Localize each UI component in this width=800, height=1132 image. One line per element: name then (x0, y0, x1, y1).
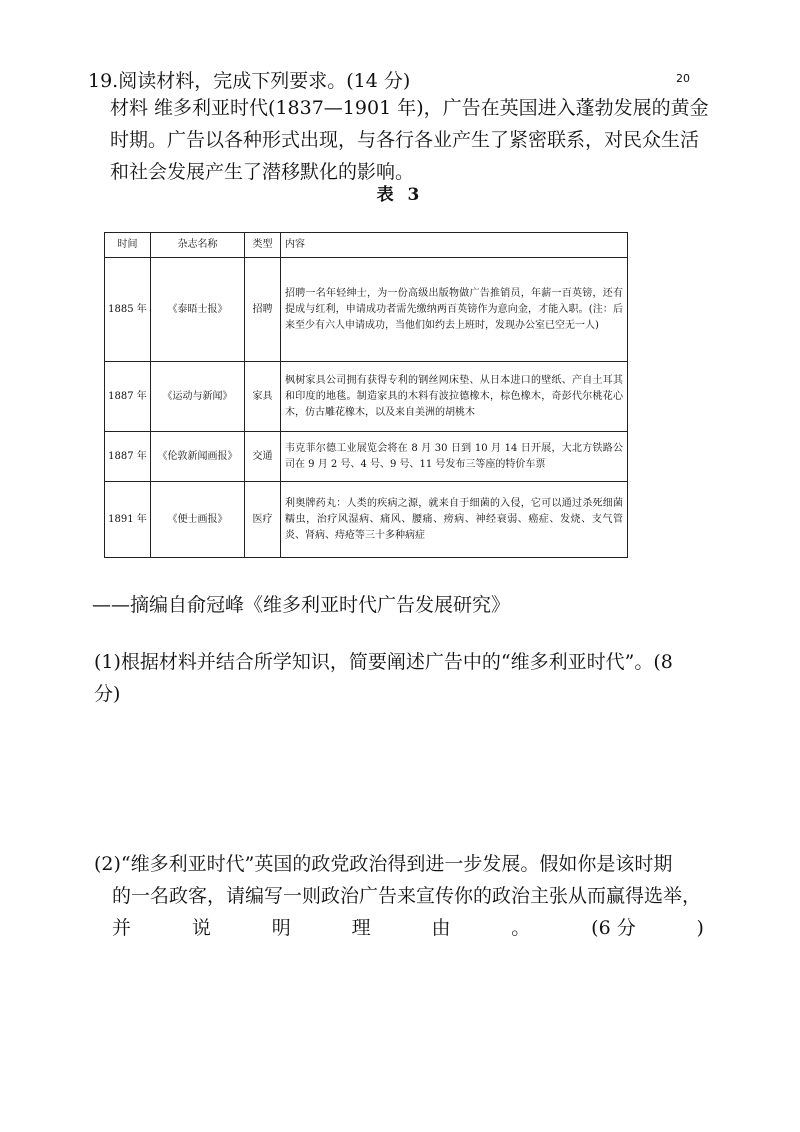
table-row (105, 258, 628, 362)
cell-content: 利奥牌药丸：人类的疾病之源，就来自于细菌的入侵，它可以通过杀死细菌糯虫，治疗风湿病、痛风、腰痛、痨病、神经衰弱、癌症、发烧、支气管炎、肾病、痔疮等三十多种病症 (281, 482, 628, 558)
cell-content: 韦克菲尔德工业展览会将在 8 月 30 日到 10 月 14 日开展，大北方铁路公司在 9 月 2 号、4 号、9 号、11 号发布三等座的特价车票 (281, 432, 628, 482)
source-citation: ——摘编自俞冠峰《维多利亚时代广告发展研究》 (92, 594, 511, 616)
cell-time: 1887 年 (105, 432, 151, 482)
cell-type: 家具 (245, 362, 281, 432)
cell-time: 1891 年 (105, 482, 151, 558)
cell-magazine: 《泰晤士报》 (151, 258, 245, 362)
cell-type: 医疗 (245, 482, 281, 558)
table-caption: 表 3 (376, 185, 424, 205)
cell-magazine: 《便士画报》 (151, 482, 245, 558)
question-header: 19.阅读材料，完成下列要求。(14 分) (88, 70, 411, 92)
sub-question-2-line: (2)“维多利亚时代”英国的政党政治得到进一步发展。假如你是该时期 (94, 853, 673, 875)
header-content: 内容 (281, 233, 628, 258)
word: 。 (511, 917, 531, 939)
table-row (105, 482, 628, 558)
sub-question-2-line: 的一名政客，请编写一则政治广告来宣传你的政治主张从而赢得选举， (112, 885, 702, 907)
table-header-row (105, 233, 628, 258)
table-row (105, 362, 628, 432)
page-number: 20 (676, 72, 690, 85)
cell-magazine: 《伦敦新闻画报》 (151, 432, 245, 482)
header-type: 类型 (245, 233, 281, 258)
cell-time: 1887 年 (105, 362, 151, 432)
cell-magazine: 《运动与新闻》 (151, 362, 245, 432)
word: 理 (351, 917, 371, 939)
word: 明 (271, 917, 291, 939)
advertisement-table (104, 232, 628, 558)
sub-question-1: (1)根据材料并结合所学知识，简要阐述广告中的“维多利亚时代”。(8 分) (94, 651, 673, 705)
header-magazine: 杂志名称 (151, 233, 245, 258)
word: 由 (431, 917, 451, 939)
word: 并 (112, 917, 132, 939)
word: ) (696, 917, 704, 939)
word: 说 (191, 917, 211, 939)
table-row (105, 432, 628, 482)
cell-content: 招聘一名年轻绅士，为一份高级出版物做广告推销员，年薪一百英镑，还有提成与红利，申请成功者需先缴纳两百英镑作为意向金，才能入职。(注：后来至少有六人申请成功，当他们如约去上班时，发现办公室已空无一人) (281, 258, 628, 362)
cell-type: 招聘 (245, 258, 281, 362)
cell-time: 1885 年 (105, 258, 151, 362)
header-time: 时间 (105, 233, 151, 258)
word: (6 分 (591, 917, 636, 939)
material-text: 材料 维多利亚时代(1837—1901 年)，广告在英国进入蓬勃发展的黄金时期。广告以各种形式出现，与各行各业产生了紧密联系，对民众生活和社会发展产生了潜移默化的影响。 (110, 97, 709, 183)
cell-type: 交通 (245, 432, 281, 482)
cell-content: 枫树家具公司拥有获得专利的钢丝网床垫、从日本进口的壁纸、产自土耳其和印度的地毯。制造家具的木料有波拉德橡木，棕色橡木，奇彭代尔桃花心木，仿古雕花橡木，以及来自美洲的胡桃木 (281, 362, 628, 432)
sub-question-2 (94, 848, 704, 944)
sub-question-2-last-line (94, 912, 704, 944)
